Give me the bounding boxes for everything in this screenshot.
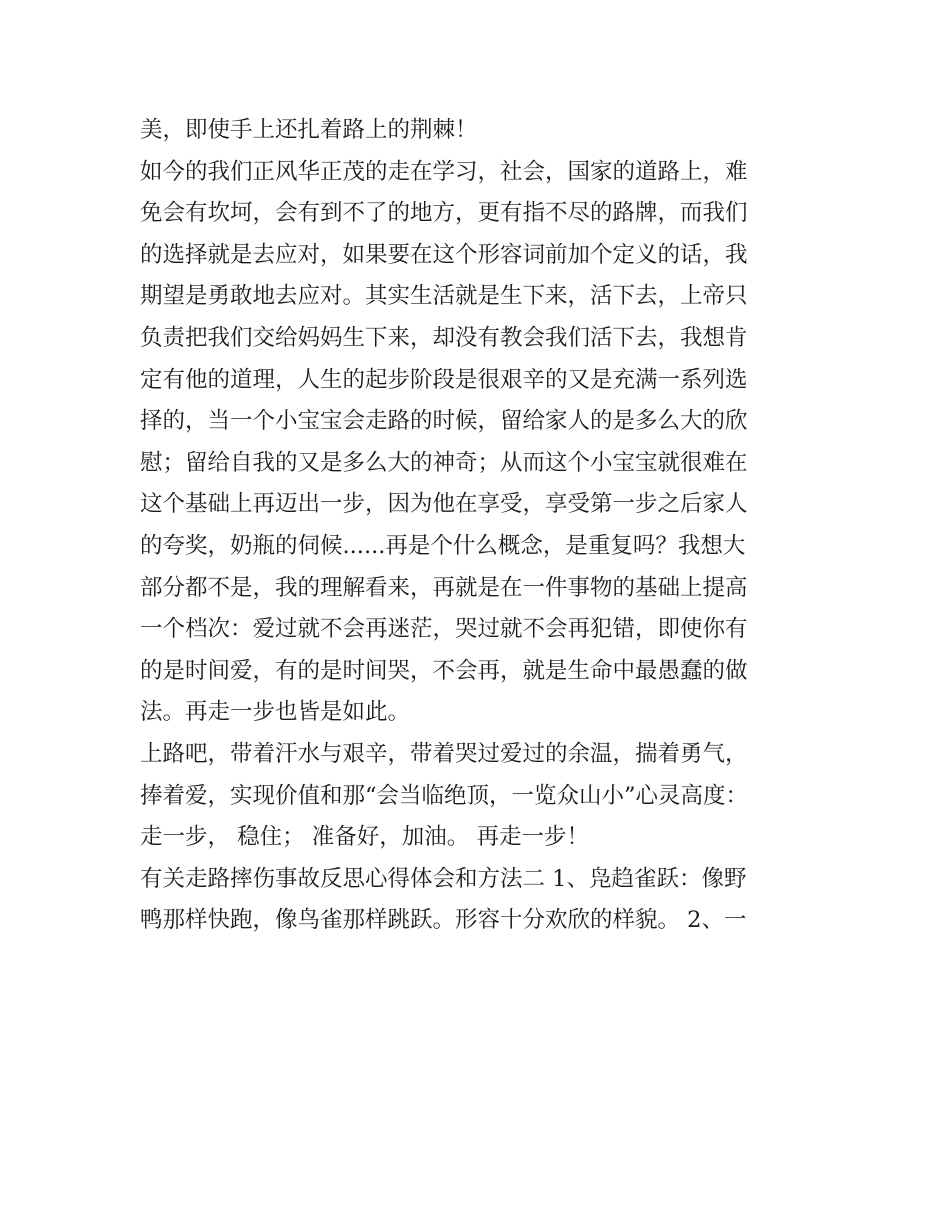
text-line: 有关走路摔伤事故反思心得体会和方法二 1、凫趋雀跃：像野 [140, 865, 747, 892]
text-line: 上路吧，带着汗水与艰辛，带着哭过爱过的余温，揣着勇气， [140, 740, 748, 767]
body-text [140, 110, 820, 942]
text-line: 捧着爱，实现价值和那“会当临绝顶，一览众山小”心灵高度： [140, 782, 749, 809]
text-line: 负责把我们交给妈妈生下来，却没有教会我们活下去，我想肯 [140, 324, 748, 351]
text-line: 慰；留给自我的又是多么大的神奇；从而这个小宝宝就很难在 [140, 449, 748, 476]
text-line: 法。再走一步也皆是如此。 [140, 699, 411, 726]
text-line: 部分都不是，我的理解看来，再就是在一件事物的基础上提高 [140, 574, 748, 601]
text-line: 如今的我们正风华正茂的走在学习，社会，国家的道路上，难 [140, 158, 748, 185]
text-line: 的夸奖，奶瓶的伺候......再是个什么概念，是重复吗？我想大 [140, 532, 746, 559]
text-line: 鸭那样快跑，像鸟雀那样跳跃。形容十分欢欣的样貌。 2、一 [140, 907, 747, 934]
text-line: 这个基础上再迈出一步，因为他在享受，享受第一步之后家人 [140, 491, 748, 518]
text-line: 择的，当一个小宝宝会走路的时候，留给家人的是多么大的欣 [140, 408, 748, 435]
text-line: 免会有坎坷，会有到不了的地方，更有指不尽的路牌，而我们 [140, 200, 748, 227]
text-line: 定有他的道理，人生的起步阶段是很艰辛的又是充满一系列选 [140, 366, 748, 393]
text-line: 一个档次：爱过就不会再迷茫，哭过就不会再犯错，即使你有 [140, 616, 748, 643]
text-line: 美，即使手上还扎着路上的荆棘！ [140, 117, 478, 143]
text-line: 的选择就是去应对，如果要在这个形容词前加个定义的话，我 [140, 241, 748, 268]
text-line: 走一步， 稳住； 准备好，加油。 再走一步！ [140, 824, 589, 851]
text-line: 的是时间爱，有的是时间哭，不会再，就是生命中最愚蠢的做 [140, 657, 748, 684]
text-line: 期望是勇敢地去应对。其实生活就是生下来，活下去，上帝只 [140, 283, 748, 310]
